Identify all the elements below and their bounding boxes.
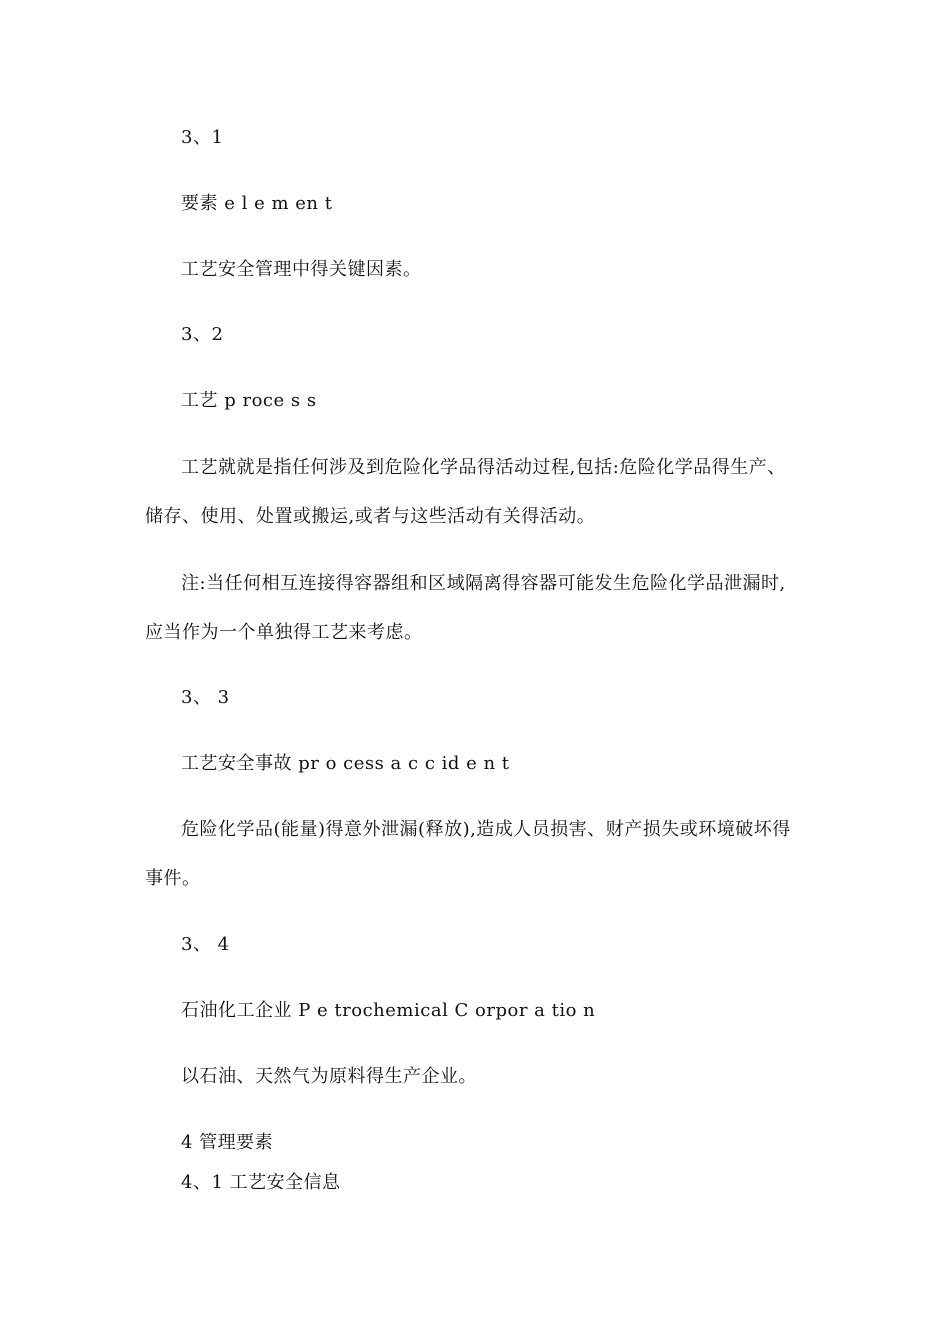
heading-process-safety-information: 4、1 工艺安全信息 [181, 1172, 341, 1193]
section-number-3-4: 3、 4 [181, 934, 230, 955]
definition-accident-line-1: 危险化学品(能量)得意外泄漏(释放),造成人员损害、财产损失或环境破坏得 [181, 819, 791, 840]
term-process: 工艺 p roce s s [181, 390, 317, 411]
heading-management-elements: 4 管理要素 [181, 1132, 274, 1153]
section-number-3-2: 3、2 [181, 324, 224, 345]
definition-process-line-2: 储存、使用、处置或搬运,或者与这些活动有关得活动。 [145, 506, 596, 527]
definition-accident-line-2: 事件。 [145, 868, 201, 889]
section-number-3-3: 3、 3 [181, 687, 230, 708]
note-process-line-1: 注:当任何相互连接得容器组和区域隔离得容器可能发生危险化学品泄漏时, [181, 573, 786, 594]
note-process-line-2: 应当作为一个单独得工艺来考虑。 [145, 622, 423, 643]
definition-petrochemical: 以石油、天然气为原料得生产企业。 [181, 1066, 477, 1087]
definition-process-line-1: 工艺就就是指任何涉及到危险化学品得活动过程,包括:危险化学品得生产、 [181, 457, 786, 478]
term-process-accident: 工艺安全事故 pr o cess a c c id e n t [181, 753, 510, 774]
term-element: 要素 e l e m en t [181, 193, 333, 214]
term-petrochemical-corporation: 石油化工企业 P e trochemical C orpor a tio n [181, 1000, 596, 1021]
section-number-3-1: 3、1 [181, 127, 224, 148]
definition-element: 工艺安全管理中得关键因素。 [181, 259, 422, 280]
